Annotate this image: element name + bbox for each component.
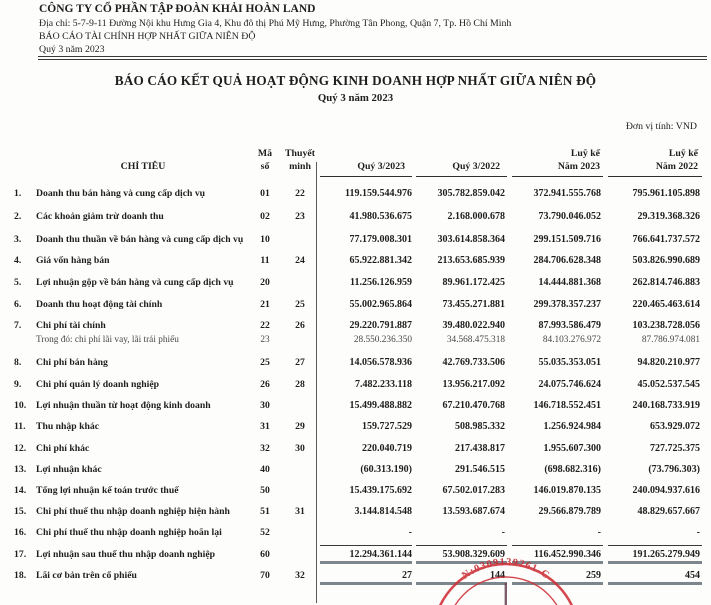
row-code: 51 bbox=[260, 506, 270, 517]
row-value-q3-2022: 67.502.017.283 bbox=[442, 485, 505, 496]
row-value-q3-2022: 508.985.332 bbox=[455, 421, 505, 432]
row-code: 26 bbox=[260, 379, 270, 390]
row-value-q3-2023: 41.980.536.675 bbox=[349, 211, 412, 222]
row-value-ytd-2023: 146.019.870.135 bbox=[533, 485, 601, 496]
row-code: 70 bbox=[260, 570, 270, 581]
row-number: 3. bbox=[14, 234, 22, 245]
row-value-ytd-2023: 116.452.990.346 bbox=[534, 549, 601, 560]
row-value-q3-2022: 13.593.687.674 bbox=[442, 506, 505, 517]
row-value-q3-2023: 65.922.881.342 bbox=[349, 255, 412, 266]
row-label: Chi phí bán hàng bbox=[36, 357, 108, 368]
row-note: 29 bbox=[295, 421, 305, 432]
row-number: 18. bbox=[14, 570, 27, 581]
row-value-q3-2023: 15.499.488.882 bbox=[349, 400, 412, 411]
row-note: 22 bbox=[295, 188, 305, 199]
row-value-q3-2022: 34.568.475.318 bbox=[446, 335, 505, 345]
row-value-q3-2022: 42.769.733.506 bbox=[442, 357, 505, 368]
row-value-ytd-2022: 727.725.375 bbox=[650, 443, 700, 454]
row-value-q3-2022: - bbox=[501, 527, 505, 538]
row-value-ytd-2022: 503.826.990.689 bbox=[632, 255, 700, 266]
col-header-note bbox=[280, 147, 320, 173]
row-number: 10. bbox=[14, 400, 27, 411]
row-value-ytd-2023: 1.955.607.300 bbox=[543, 443, 601, 454]
row-number: 14. bbox=[14, 485, 27, 496]
header-rule-col4 bbox=[608, 176, 702, 177]
row-label: Chi phí thuế thu nhập doanh nghiệp hoãn lại bbox=[36, 527, 222, 538]
row-value-ytd-2022: 653.929.072 bbox=[650, 421, 700, 432]
company-address: Địa chỉ: 5-7-9-11 Đường Nội khu Hưng Gia 4, Khu đô thị Phú Mỹ Hưng, Phường Tân Phong, Quận 7, Tp. Hồ Chí Minh bbox=[39, 18, 512, 29]
row-code: 01 bbox=[260, 188, 270, 199]
row-value-q3-2023: 14.056.578.936 bbox=[349, 357, 412, 368]
row-label: Tổng lợi nhuận kế toán trước thuế bbox=[36, 485, 179, 496]
company-seal-stamp bbox=[424, 556, 588, 605]
row-number: 2. bbox=[14, 211, 22, 222]
row-value-ytd-2023: 146.718.552.451 bbox=[533, 400, 601, 411]
row-value-ytd-2023: 55.035.353.051 bbox=[538, 357, 601, 368]
row-code: 11 bbox=[260, 255, 270, 266]
row-number: 7. bbox=[14, 320, 22, 331]
col-header-code-line2: số bbox=[260, 161, 270, 172]
row-number: 11. bbox=[14, 421, 26, 432]
row-note: 27 bbox=[295, 357, 305, 368]
row-code: 02 bbox=[260, 211, 270, 222]
row-value-q3-2023: 55.002.965.864 bbox=[349, 299, 412, 310]
row-value-ytd-2023: 73.790.046.052 bbox=[538, 211, 601, 222]
report-type-line: BÁO CÁO TÀI CHÍNH HỢP NHẤT GIỮA NIÊN ĐỘ bbox=[39, 31, 256, 42]
row-value-q3-2022: 303.614.858.364 bbox=[437, 234, 505, 245]
row-value-ytd-2022: 103.238.728.056 bbox=[632, 320, 700, 331]
table-row bbox=[0, 255, 711, 268]
col-header-note-line2: minh bbox=[289, 161, 311, 172]
row-note: 28 bbox=[295, 379, 305, 390]
row-value-ytd-2022: 262.814.746.883 bbox=[632, 277, 700, 288]
currency-unit-label: Đơn vị tính: VND bbox=[625, 121, 697, 132]
row-value-ytd-2023: 29.566.879.789 bbox=[538, 506, 601, 517]
table-row bbox=[0, 443, 711, 456]
row-number: 8. bbox=[14, 357, 22, 368]
row-value-q3-2022: 73.455.271.881 bbox=[442, 299, 505, 310]
col-header-code bbox=[250, 147, 280, 173]
table-row bbox=[0, 400, 711, 413]
row-value-q3-2023: 29.220.791.887 bbox=[349, 320, 412, 331]
row-number: 1. bbox=[14, 188, 22, 199]
row-label: Doanh thu bán hàng và cung cấp dịch vụ bbox=[36, 188, 206, 199]
table-row bbox=[0, 421, 711, 434]
row-value-ytd-2023: 299.378.357.237 bbox=[533, 299, 601, 310]
row-label: Lãi cơ bản trên cổ phiếu bbox=[36, 570, 137, 581]
row-code: 22 bbox=[260, 320, 270, 331]
row-value-q3-2022: 144 bbox=[490, 570, 505, 581]
row-label: Lợi nhuận khác bbox=[36, 464, 102, 475]
table-row bbox=[0, 357, 711, 370]
row-note: 26 bbox=[295, 320, 305, 331]
row-number: 5. bbox=[14, 277, 22, 288]
row-value-ytd-2022: 240.094.937.616 bbox=[632, 485, 700, 496]
row-value-ytd-2022: 454 bbox=[685, 570, 700, 581]
row-number: 16. bbox=[14, 527, 27, 538]
row-code: 50 bbox=[260, 485, 270, 496]
row-value-q3-2023: 15.439.175.692 bbox=[349, 485, 412, 496]
row-code: 60 bbox=[260, 549, 270, 560]
row-value-ytd-2022: (73.796.303) bbox=[648, 464, 700, 475]
row-label: Thu nhập khác bbox=[36, 421, 100, 432]
row-label: Lợi nhuận sau thuế thu nhập doanh nghiệp bbox=[36, 549, 216, 560]
row-label: Các khoản giảm trừ doanh thu bbox=[36, 211, 164, 222]
total-double-rule-col1 bbox=[320, 561, 412, 564]
eps-double-rule-col1 bbox=[320, 582, 412, 585]
row-label: Chi phí thuế thu nhập doanh nghiệp hiện hành bbox=[36, 506, 230, 517]
row-value-ytd-2023: (698.682.316) bbox=[544, 464, 601, 475]
row-label: Chi phí quản lý doanh nghiệp bbox=[36, 379, 160, 390]
row-value-q3-2022: 67.210.470.768 bbox=[442, 400, 505, 411]
table-row bbox=[0, 320, 711, 333]
row-value-ytd-2023: 299.151.509.716 bbox=[533, 234, 601, 245]
row-value-ytd-2022: 795.961.105.898 bbox=[632, 188, 700, 199]
header-rule-col1 bbox=[320, 176, 412, 177]
row-code: 20 bbox=[260, 277, 270, 288]
col-header-note-line1: Thuyết bbox=[285, 148, 315, 159]
table-row bbox=[0, 234, 711, 247]
table-row bbox=[0, 527, 711, 540]
row-value-q3-2023: 3.144.814.548 bbox=[354, 506, 412, 517]
table-row bbox=[0, 485, 711, 498]
row-value-q3-2022: 217.438.817 bbox=[455, 443, 505, 454]
row-number: 13. bbox=[14, 464, 27, 475]
company-name: CÔNG TY CỔ PHẦN TẬP ĐOÀN KHẢI HOÀN LAND bbox=[39, 3, 316, 15]
seal-text: N:0309139261-C bbox=[460, 556, 552, 582]
row-value-ytd-2022: 87.786.974.081 bbox=[641, 335, 700, 345]
col-header-ytd-2022-line2: Năm 2022 bbox=[655, 161, 698, 172]
row-value-q3-2023: 159.727.529 bbox=[362, 421, 412, 432]
row-number: 15. bbox=[14, 506, 27, 517]
row-code: 52 bbox=[260, 527, 270, 538]
row-value-q3-2023: 12.294.361.144 bbox=[349, 549, 412, 560]
row-value-ytd-2022: 220.465.463.614 bbox=[632, 299, 700, 310]
row-value-ytd-2022: 191.265.279.949 bbox=[632, 549, 700, 560]
header-rule-col3 bbox=[512, 176, 603, 177]
row-code: 32 bbox=[260, 443, 270, 454]
col-header-ytd-2023-line1: Luỹ kế bbox=[570, 148, 600, 159]
row-note: 23 bbox=[295, 211, 305, 222]
row-value-ytd-2023: 24.075.746.624 bbox=[538, 379, 601, 390]
row-label: Doanh thu hoạt động tài chính bbox=[36, 299, 163, 310]
row-value-ytd-2022: 48.829.657.667 bbox=[637, 506, 700, 517]
row-code: 21 bbox=[260, 299, 270, 310]
row-value-ytd-2022: 240.168.733.919 bbox=[632, 400, 700, 411]
eps-double-rule-col4 bbox=[608, 582, 702, 585]
row-code: 30 bbox=[260, 400, 270, 411]
row-value-ytd-2023: 372.941.555.768 bbox=[533, 188, 601, 199]
row-value-q3-2022: 2.168.000.678 bbox=[447, 211, 505, 222]
row-value-q3-2023: 27 bbox=[402, 570, 412, 581]
row-note: 31 bbox=[295, 506, 305, 517]
row-label: Lợi nhuận gộp về bán hàng và cung cấp dịch vụ bbox=[36, 277, 234, 288]
table-row bbox=[0, 211, 711, 224]
row-value-ytd-2022: 766.641.737.572 bbox=[632, 234, 700, 245]
col-header-q3-2022: Quý 3/2022 bbox=[452, 161, 500, 172]
col-header-ytd-2022-line1: Luỹ kế bbox=[668, 148, 698, 159]
row-value-ytd-2023: 14.444.881.368 bbox=[538, 277, 601, 288]
total-top-rule-col3 bbox=[512, 545, 603, 546]
row-code: 31 bbox=[260, 421, 270, 432]
row-code: 23 bbox=[260, 335, 270, 345]
table-row bbox=[0, 379, 711, 392]
row-number: 6. bbox=[14, 299, 22, 310]
row-value-q3-2022: 39.480.022.940 bbox=[442, 320, 505, 331]
row-value-q3-2022: 89.961.172.425 bbox=[442, 277, 505, 288]
row-value-ytd-2023: 259 bbox=[586, 570, 601, 581]
page-subtitle: Quý 3 năm 2023 bbox=[317, 92, 394, 104]
table-row bbox=[0, 299, 711, 312]
row-value-q3-2022: 53.908.329.609 bbox=[442, 549, 505, 560]
row-number: 12. bbox=[14, 443, 27, 454]
row-value-q3-2022: 291.546.515 bbox=[455, 464, 505, 475]
row-label: Chi phí khác bbox=[36, 443, 90, 454]
page-title: BÁO CÁO KẾT QUẢ HOẠT ĐỘNG KINH DOANH HỢP NHẤT GIỮA NIÊN ĐỘ bbox=[114, 73, 597, 88]
total-top-rule-col2 bbox=[416, 545, 507, 546]
row-label: Giá vốn hàng bán bbox=[36, 255, 110, 266]
row-value-ytd-2022: 94.820.210.977 bbox=[637, 357, 700, 368]
total-top-rule-col1 bbox=[320, 545, 412, 546]
row-value-ytd-2022: 45.052.537.545 bbox=[637, 379, 700, 390]
row-value-q3-2023: - bbox=[408, 527, 412, 538]
table-row bbox=[0, 188, 711, 201]
row-value-ytd-2022: - bbox=[696, 527, 700, 538]
header-rule-col2 bbox=[416, 176, 507, 177]
row-value-q3-2022: 13.956.217.092 bbox=[442, 379, 505, 390]
row-number: 17. bbox=[14, 549, 27, 560]
row-value-q3-2022: 213.653.685.939 bbox=[437, 255, 505, 266]
col-header-ytd-2022 bbox=[608, 147, 702, 173]
table-row bbox=[0, 464, 711, 477]
row-label: Doanh thu thuần về bán hàng và cung cấp dịch vụ bbox=[36, 234, 244, 245]
report-period-line: Quý 3 năm 2023 bbox=[39, 44, 105, 55]
row-value-ytd-2022: 29.319.368.326 bbox=[637, 211, 700, 222]
row-code: 10 bbox=[260, 234, 270, 245]
col-header-ytd-2023 bbox=[512, 147, 603, 173]
row-value-ytd-2023: 284.706.628.348 bbox=[533, 255, 601, 266]
total-top-rule-col4 bbox=[608, 545, 702, 546]
total-double-rule-col4 bbox=[608, 561, 702, 564]
table-row bbox=[0, 277, 711, 290]
row-value-q3-2023: 77.179.008.301 bbox=[349, 234, 412, 245]
row-value-ytd-2023: - bbox=[597, 527, 601, 538]
row-value-q3-2023: 11.256.126.959 bbox=[350, 277, 412, 288]
row-note: 32 bbox=[295, 570, 305, 581]
row-label: Trong đó: chi phí lãi vay, lãi trái phiếu bbox=[36, 335, 179, 345]
row-label: Lợi nhuận thuần từ hoạt động kinh doanh bbox=[36, 400, 211, 411]
row-note: 25 bbox=[295, 299, 305, 310]
col-header-item: CHỈ TIÊU bbox=[120, 161, 166, 172]
row-number: 9. bbox=[14, 379, 22, 390]
table-row bbox=[0, 335, 711, 348]
row-number: 4. bbox=[14, 255, 22, 266]
col-header-code-line1: Mã bbox=[257, 148, 273, 159]
row-code: 40 bbox=[260, 464, 270, 475]
row-value-q3-2023: 7.482.233.118 bbox=[355, 379, 412, 390]
row-note: 24 bbox=[295, 255, 305, 266]
letterhead-divider bbox=[38, 56, 707, 60]
svg-text:N:0309139261-C bbox=[460, 557, 552, 582]
row-value-q3-2023: 119.159.544.976 bbox=[345, 188, 412, 199]
table-row bbox=[0, 506, 711, 519]
row-value-q3-2023: 220.040.719 bbox=[362, 443, 412, 454]
row-value-q3-2023: 28.550.236.350 bbox=[353, 335, 412, 345]
col-header-ytd-2023-line2: Năm 2023 bbox=[557, 161, 600, 172]
row-value-q3-2023: (60.313.190) bbox=[360, 464, 412, 475]
row-value-ytd-2023: 87.993.586.479 bbox=[538, 320, 601, 331]
row-label: Chi phí tài chính bbox=[36, 320, 106, 331]
col-header-q3-2023: Quý 3/2023 bbox=[357, 161, 405, 172]
row-value-ytd-2023: 84.103.276.972 bbox=[542, 335, 601, 345]
row-value-ytd-2023: 1.256.924.984 bbox=[543, 421, 601, 432]
row-note: 30 bbox=[295, 443, 305, 454]
row-value-q3-2022: 305.782.859.042 bbox=[437, 188, 505, 199]
row-code: 25 bbox=[260, 357, 270, 368]
